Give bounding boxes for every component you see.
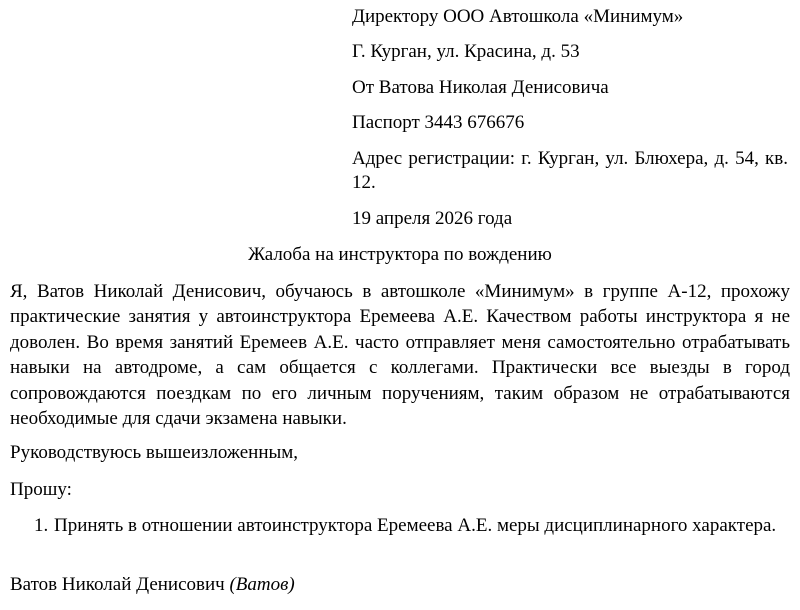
list-item-number: 1. [34,515,49,536]
addressee-line: Директору ООО Автошкола «Минимум» [352,6,684,27]
complaint-paragraph: Я, Ватов Николай Денисович, обучаюсь в автошколе «Минимум» в группе А-12, прохожу практические занятия у автоинструктора Еремеева А.Е. Качеством работы инструктора я не доволен. Во время занятий Еремеев А.Е. часто отправляет меня самостоятельно отрабатывать навыки на автодроме, а сам общается с коллегами. Практически все выезды в город сопровождаются поездкам по его личным поручениям, таким образом не отрабатываются необходимые для сдачи экзамена навыки. [10,281,790,430]
guided-line: Руководствуюсь вышеизложенным, [10,442,299,463]
passport-line: Паспорт 3443 676676 [352,112,525,133]
addressee-address-line: Г. Курган, ул. Красина, д. 53 [352,41,580,62]
sender-line: От Ватова Николая Денисовича [352,77,609,98]
list-item-text: Принять в отношении автоинструктора Еремеева А.Е. меры дисциплинарного характера. [54,515,777,536]
signature-name: Ватов Николай Денисович [10,574,225,595]
date-line: 19 апреля 2026 года [352,208,513,229]
registration-address-line: Адрес регистрации: г. Курган, ул. Блюхера, д. 54, кв. 12. [352,148,788,193]
request-heading: Прошу: [10,479,72,500]
document-title: Жалоба на инструктора по вождению [248,244,552,265]
signature-line [10,573,295,597]
handwritten-signature: (Ватов) [229,574,295,595]
